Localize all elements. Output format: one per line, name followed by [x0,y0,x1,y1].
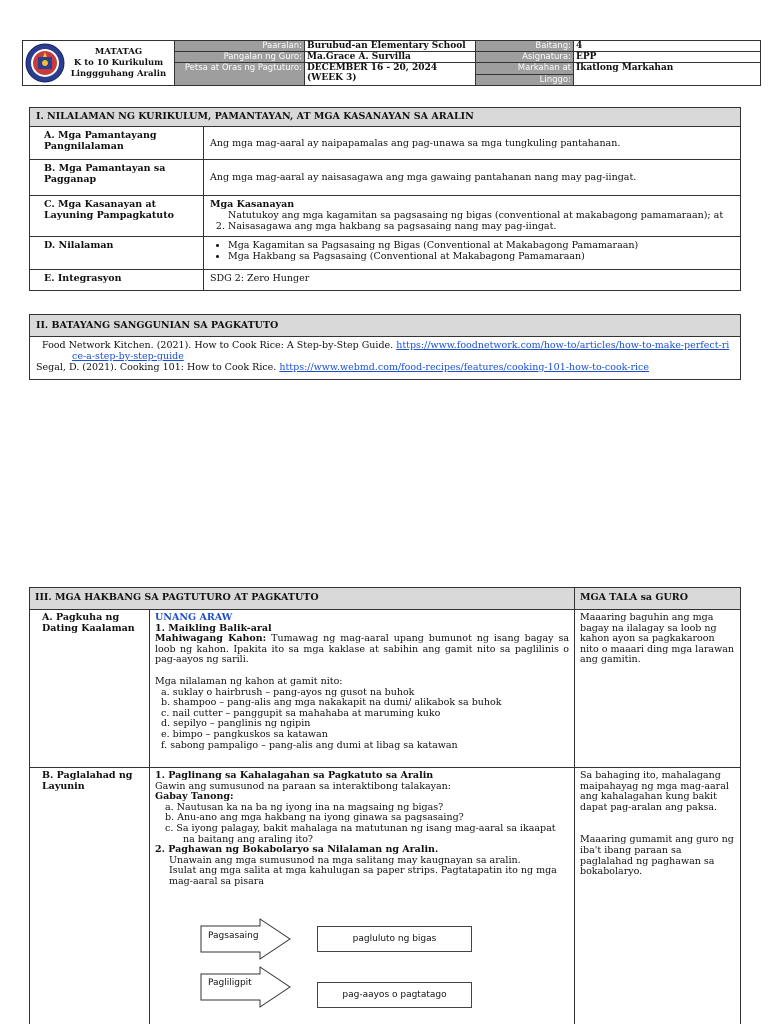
paghawan-line2: Isulat ang mga salita at mga kahulugan sa paper strips. Pagtatapatin ito ng mga mag-aaral sa pisara [169,865,557,887]
reference-item [36,340,734,362]
guro-value: Ma.Grace A. Survilla [305,52,476,63]
reference-item [36,362,734,373]
asignatura-label: Asignatura: [476,52,574,63]
gabay-question: b. Anu-ano ang mga hakbang na iyong ginawa sa pagsasaing? [165,812,464,824]
nilalaman-cell [204,237,741,270]
curriculum-label: K to 10 Kurikulum [73,57,164,68]
header-table [22,40,761,86]
nilalaman-item: • Mga Hakbang sa Pagsasaing (Conventional at Makabagong Pamamaraan) [228,251,734,262]
curriculum-table [29,107,741,291]
pagkuha-note: Maaaring baguhin ang mga bagay na ilalagay sa loob ng kahon ayon sa pagkakaroon nito o maaari ding mga larawan ang gamitin. [575,610,741,768]
paglalahad-notes [575,768,741,1024]
unang-araw-label: UNANG ARAW [155,612,233,623]
baitang-value: 4 [574,41,761,52]
kahon-item: a. suklay o hairbrush – pang-ayos ng gusot na buhok [161,686,415,698]
deped-seal-icon [25,43,65,83]
pamantayang-value: Ang mga mag-aaral ay naipapamalas ang pag-unawa sa mga tungkuling pantahanan. [204,127,741,160]
kahon-item: d. sepilyo – panglinis ng ngipin [161,718,311,730]
paglinang-text: Gawin ang sumusunod na paraan sa interaktibong talakayan: [155,780,451,792]
section3-title: III. MGA HAKBANG SA PAGTUTURO AT PAGKATUTO [30,588,575,610]
references-cell [30,337,741,380]
pamantayang-label: A. Mga Pamantayang Pangnilalaman [30,127,204,160]
kahon-item: b. shampoo – pang-alis ang mga nakakapit na dumi/ alikabok sa buhok [161,697,502,709]
nilalaman-intro: Mga nilalaman ng kahon at gamit nito: [155,675,343,687]
gabay-question: a. Nautusan ka na ba ng iyong ina na magsaing ng bigas? [165,801,444,813]
kasanayan-cell [204,196,741,237]
vocab-meaning: pag-aayos o pagtatago [317,982,472,1008]
logo-cell [23,41,175,86]
reference-text: Segal, D. (2021). Cooking 101: How to Cook Rice. [36,362,280,373]
markahan-value: Ikatlong Markahan [574,63,761,86]
paglinang-title: 1. Paglinang sa Kahalagahan sa Pagkatuto sa Aralin [155,770,434,781]
paghawan-line1: Unawain ang mga sumusunod na mga salitang may kaugnayan sa aralin. [169,854,521,866]
kasanayan-item: 2. Naisasagawa ang mga hakbang sa pagsasaing nang may pag-iingat. [228,221,734,232]
paglalahad-note: Sa bahaging ito, mahalagang maipahayag ng mga mag-aaral ang kahalagahan kung bakit dapat pag-aralan ang paksa. [580,770,729,813]
paaralan-value: Burubud-an Elementary School [305,41,476,52]
paaralan-label: Paaralan: [175,41,305,52]
guro-label: Pangalan ng Guro: [175,52,305,63]
kasanayan-label: C. Mga Kasanayan at Layuning Pampagkatuto [30,196,204,237]
notes-title: MGA TALA sa GURO [575,588,741,610]
bokabolaryo-note: Maaaring gumamit ang guro ng iba't ibang paraan sa paglalahad ng paghawan sa bokabolaryo. [580,834,734,878]
nilalaman-item: • Mga Kagamitan sa Pagsasaing ng Bigas (Conventional at Makabagong Pamamaraan) [228,240,734,251]
gabay-question: c. Sa iyong palagay, bakit mahalaga na matutunan ng isang mag-aaral sa ikaapat na baitang ang araling ito? [165,822,556,845]
vocab-term: Pagliligpit [208,978,252,988]
references-table [29,314,741,380]
mahiwagang-text: Tumawag ng mag-aaral upang bumunot ng isang bagay sa loob ng kahon. Ipakita ito sa mga kaklase at sabihin ang gamit nito sa paglilinis o pag-aayos ng sarili. [155,633,569,666]
petsa-value: DECEMBER 16 - 20, 2024 (WEEK 3) [305,63,476,86]
reference-text: Food Network Kitchen. (2021). How to Cook Rice: A Step-by-Step Guide. [42,340,397,351]
mahiwagang-kahon [155,634,569,666]
mahiwagang-label: Mahiwagang Kahon: [155,633,267,645]
markahan-label: Markahan at [476,63,574,75]
kasanayan-heading: Mga Kasanayan [210,199,295,210]
matatag-label: MATATAG [94,46,143,57]
pagkuha-cell [150,610,575,768]
section1-title: I. NILALAMAN NG KURIKULUM, PAMANTAYAN, AT MGA KASANAYAN SA ARALIN [30,108,741,127]
paglalahad-label: B. Paglalahad ng Layunin [30,768,150,1024]
nilalaman-label: D. Nilalaman [30,237,204,270]
reference-link[interactable]: https://www.webmd.com/food-recipes/features/cooking-101-how-to-cook-rice [279,362,649,373]
vocab-term: Pagsasaing [208,931,259,941]
vocab-arrow-1 [200,918,292,960]
balik-aral-label: 1. Maikling Balik-aral [155,622,272,634]
lingo-label: Linggo: [476,75,574,86]
pagganap-label: B. Mga Pamantayan sa Pagganap [30,160,204,196]
asignatura-value: EPP [574,52,761,63]
kasanayan-item: 1. Natutukoy ang mga kagamitan sa pagsasaing ng bigas (conventional at makabagong pamamaraan); at [228,210,734,221]
paghawan-title: 2. Paghawan ng Bokabolaryo sa Nilalaman ng Aralin. [155,844,439,856]
vocab-meaning: pagluluto ng bigas [317,926,472,952]
baitang-label: Baitang: [476,41,574,52]
pagganap-value: Ang mga mag-aaral ay naisasagawa ang mga gawaing pantahanan nang may pag-iingat. [204,160,741,196]
petsa-label: Petsa at Oras ng Pagtuturo: [175,63,305,86]
gabay-tanong-label: Gabay Tanong: [155,791,234,803]
pagkuha-label: A. Pagkuha ng Dating Kaalaman [30,610,150,768]
reference-link[interactable]: https://www.foodnetwork.com/how-to/articles/how-to-make-perfect-rice-a-step-by-step-guide [72,340,730,362]
kahon-item: c. nail cutter – panggupit sa mahahaba at maruming kuko [161,707,441,719]
integrasyon-value: SDG 2: Zero Hunger [204,270,741,291]
section2-title: II. BATAYANG SANGGUNIAN SA PAGKATUTO [30,315,741,337]
kahon-item: f. sabong pampaligo – pang-alis ang dumi at libag sa katawan [161,739,458,751]
lingguhan-label: Linggguhang Aralin [70,68,167,79]
procedure-table [29,587,741,1024]
kahon-item: e. bimpo – pangkuskos sa katawan [161,728,328,740]
integrasyon-label: E. Integrasyon [30,270,204,291]
vocab-arrow-2 [200,966,292,1008]
